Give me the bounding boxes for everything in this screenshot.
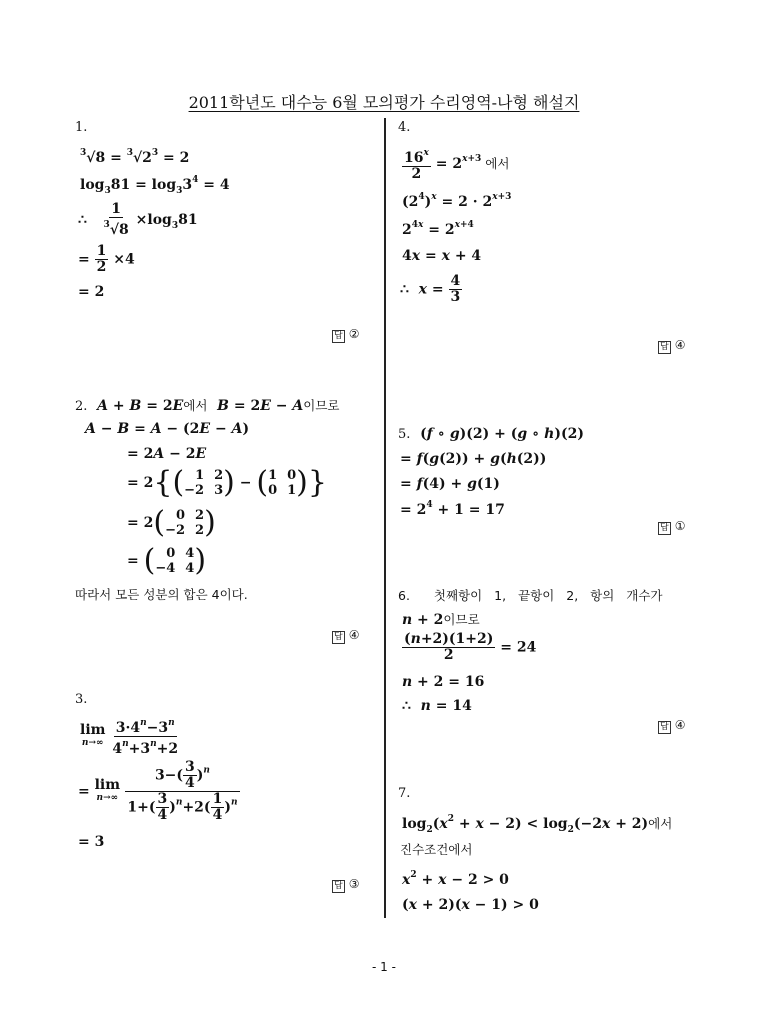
q6-line1: 6. 첫째항이 1, 끝항이 2, 항의 개수가 <box>398 588 663 603</box>
q7-line3: $x^2 + x - 2 > 0$ <box>402 870 509 888</box>
answer-box-icon: 답 <box>334 331 343 341</box>
q1-label: 1. <box>75 120 88 135</box>
column-divider <box>384 118 386 918</box>
q7-line1: $\log_2(x^2 + x - 2) < \log_2(-2x + 2)$에서 <box>402 814 673 835</box>
q3-line3: = 3 <box>78 834 105 850</box>
answer-box-icon: 답 <box>660 342 669 352</box>
q5-line1: 5. (f ∘ g)(2) + (g ∘ h)(2) <box>398 426 584 442</box>
q4-line5: ∴ x = $\frac{4}{3}$ <box>400 273 461 305</box>
q5-line2: = f(g(2)) + g(h(2)) <box>400 451 547 467</box>
q1-line4: = $\frac{1}{2}$ ×4 <box>78 243 135 275</box>
q4-answer: 답 ④ <box>660 338 686 352</box>
q2-line6: = ( 0 4 −4 4 ) <box>127 543 207 578</box>
q3-label: 3. <box>75 692 88 707</box>
q2-line2: A − B = A − (2E − A) <box>85 421 250 437</box>
q2-line3: = 2A − 2E <box>127 446 207 462</box>
q4-line1: $\frac{16^x}{2}$ = $2^{x+3}$ 에서 <box>404 148 510 182</box>
q3-answer: 답 ③ <box>334 877 360 891</box>
q4-line4: 4x = x + 4 <box>402 248 482 264</box>
q4-line3: $2^{4x} = 2^{x+4}$ <box>402 220 474 238</box>
page-footer: - 1 - <box>372 960 396 974</box>
q3-line2: = lim n→∞ 3−( $\frac{3}{4}$ )$^n$ 1+( $\frac{3}{4}$ )$^n$+2( $\frac{1}{4}$ )$^n$ <box>78 760 240 823</box>
q1-answer: 답 ② <box>334 327 360 341</box>
answer-box-icon: 답 <box>334 632 343 642</box>
answer-box-icon: 답 <box>334 881 343 891</box>
q1-line1: $^3√8 = ^3√2^3 = 2$ <box>80 148 190 166</box>
page-title: 2011학년도 대수능 6월 모의평가 수리영역-나형 해설지 <box>188 93 580 112</box>
q4-label: 4. <box>398 120 411 135</box>
q3-line1: lim n→∞ $\frac{3\cdot 4^n-3^n}{4^n+3^n+2}$ <box>80 718 179 757</box>
q5-line3: = f(4) + g(1) <box>400 476 500 492</box>
q1-line2: $\log_381 = \log_33^4 = 4$ <box>80 175 230 196</box>
q1-line3: ∴ $\frac{1}{^3√8}$ $\times\log_381$ <box>78 201 198 238</box>
q6-line5: ∴ n = 14 <box>402 698 472 714</box>
q7-line2: 진수조건에서 <box>400 842 473 857</box>
q2-answer: 답 ④ <box>334 628 360 642</box>
q2-line5: = 2( 0 2 −2 2 ) <box>127 505 216 540</box>
therefore-symbol: ∴ <box>78 212 87 228</box>
q2-line4: = 2{( 1 2 −2 3 ) − ( 1 0 0 1 )} <box>127 465 327 500</box>
q6-line2: n + 2이므로 <box>402 612 480 628</box>
q5-answer: 답 ① <box>660 519 686 533</box>
q7-label: 7. <box>398 786 411 801</box>
answer-box-icon: 답 <box>660 523 669 533</box>
q6-line4: n + 2 = 16 <box>402 674 485 690</box>
q7-line4: (x + 2)(x − 1) > 0 <box>402 897 539 913</box>
answer-box-icon: 답 <box>660 722 669 732</box>
q2-line1: 2. A + B = 2E에서 B = 2E − A이므로 <box>75 398 340 414</box>
q6-answer: 답 ④ <box>660 718 686 732</box>
q6-line3: $\frac{(n+2)(1+2)}{2}$ = 24 <box>404 631 537 663</box>
q4-line2: $(2^4)^x = 2 \cdot 2^{x+3}$ <box>402 192 512 210</box>
q2-conclusion: 따라서 모든 성분의 합은 4이다. <box>75 587 248 602</box>
q1-line5: = 2 <box>78 284 105 300</box>
q5-line4: = $2^4 + 1 = 17$ <box>400 500 505 518</box>
